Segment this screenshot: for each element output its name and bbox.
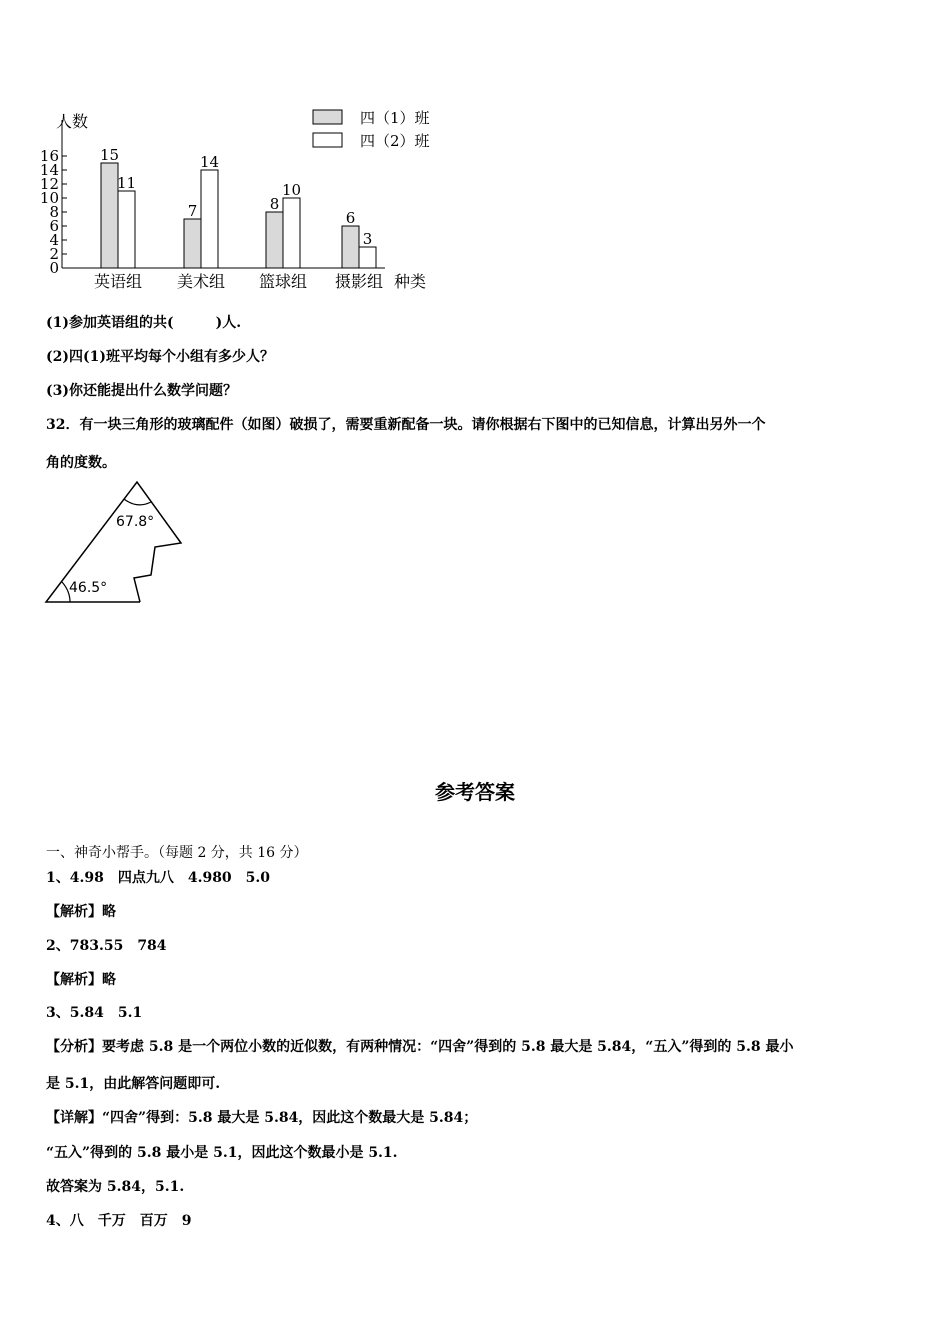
answer-3-detail-line-2: “五入”得到的 5.8 最小是 5.1，因此这个数最小是 5.1.	[46, 1145, 398, 1161]
answer-2-note: 【解析】略	[46, 972, 116, 988]
answer-1-note: 【解析】略	[46, 904, 116, 920]
category-label: 美术组	[176, 272, 226, 291]
answer-3-analysis-line-2: 是 5.1，由此解答问题即可.	[46, 1076, 221, 1092]
bar-series-2-篮球组	[283, 198, 300, 268]
y-tick-label: 6	[49, 217, 59, 235]
category-label: 英语组	[93, 272, 143, 291]
answer-4: 4、八 千万 百万 9	[46, 1213, 192, 1229]
broken-triangle-figure	[40, 475, 190, 610]
answer-3-analysis-line-1: 【分析】要考虑 5.8 是一个两位小数的近似数，有两种情况：“四舍”得到的 5.8 最大是 5.84，“五入”得到的 5.8 最小	[46, 1039, 794, 1055]
y-tick-label: 16	[40, 147, 59, 165]
bar-series-2-摄影组	[359, 247, 376, 268]
bottom-angle-label: 46.5°	[69, 580, 108, 596]
question-3: (3)你还能提出什么数学问题？	[46, 383, 237, 399]
y-tick-label: 14	[40, 161, 59, 179]
question-32-line-1: 32．有一块三角形的玻璃配件（如图）破损了，需要重新配备一块。请你根据右下图中的已知信息，计算出另外一个	[46, 417, 766, 433]
x-axis-label: 种类	[394, 272, 427, 291]
bar-value-label: 10	[281, 181, 302, 199]
bar-value-label: 14	[199, 153, 220, 171]
category-label: 篮球组	[258, 272, 308, 291]
bar-series-1-美术组	[184, 219, 201, 268]
legend-label-series-2: 四（2）班	[360, 132, 430, 150]
legend-label-series-1: 四（1）班	[360, 109, 430, 127]
answer-1: 1、4.98 四点九八 4.980 5.0	[46, 870, 271, 886]
bar-series-1-摄影组	[342, 226, 359, 268]
question-1: (1)参加英语组的共( )人.	[46, 315, 242, 331]
bar-value-label: 6	[345, 209, 356, 227]
answer-3: 3、5.84 5.1	[46, 1005, 143, 1021]
bar-value-label: 7	[187, 202, 198, 220]
answers-title: 参考答案	[435, 780, 515, 804]
y-tick-label: 4	[49, 231, 59, 249]
bar-chart	[40, 100, 460, 300]
y-tick-label: 2	[49, 245, 59, 263]
y-axis-label: 人数	[56, 112, 89, 131]
category-label: 摄影组	[334, 272, 384, 291]
answer-3-conclusion: 故答案为 5.84，5.1.	[46, 1179, 185, 1195]
bar-series-2-英语组	[118, 191, 135, 268]
bar-value-label: 8	[269, 195, 280, 213]
y-tick-label: 12	[40, 175, 59, 193]
answers-section-1-heading: 一、神奇小帮手。（每题 2 分，共 16 分）	[46, 845, 308, 861]
bar-series-1-篮球组	[266, 212, 283, 268]
triangle-outline	[46, 482, 181, 602]
y-tick-label: 8	[49, 203, 59, 221]
legend-swatch-series-2	[313, 133, 342, 147]
question-2: (2)四(1)班平均每个小组有多少人？	[46, 349, 274, 365]
bar-series-2-美术组	[201, 170, 218, 268]
y-tick-label: 10	[40, 189, 59, 207]
bar-value-label: 11	[116, 174, 137, 192]
legend-swatch-series-1	[313, 110, 342, 124]
question-32-line-2: 角的度数。	[46, 455, 116, 471]
answer-2: 2、783.55 784	[46, 938, 167, 954]
bar-value-label: 3	[362, 230, 373, 248]
bar-series-1-英语组	[101, 163, 118, 268]
answer-3-detail-line-1: 【详解】“四舍”得到：5.8 最大是 5.84，因此这个数最大是 5.84；	[46, 1110, 478, 1126]
bar-value-label: 15	[99, 146, 120, 164]
top-angle-arc	[124, 499, 151, 505]
top-angle-label: 67.8°	[116, 514, 155, 530]
y-tick-label: 0	[49, 259, 59, 277]
